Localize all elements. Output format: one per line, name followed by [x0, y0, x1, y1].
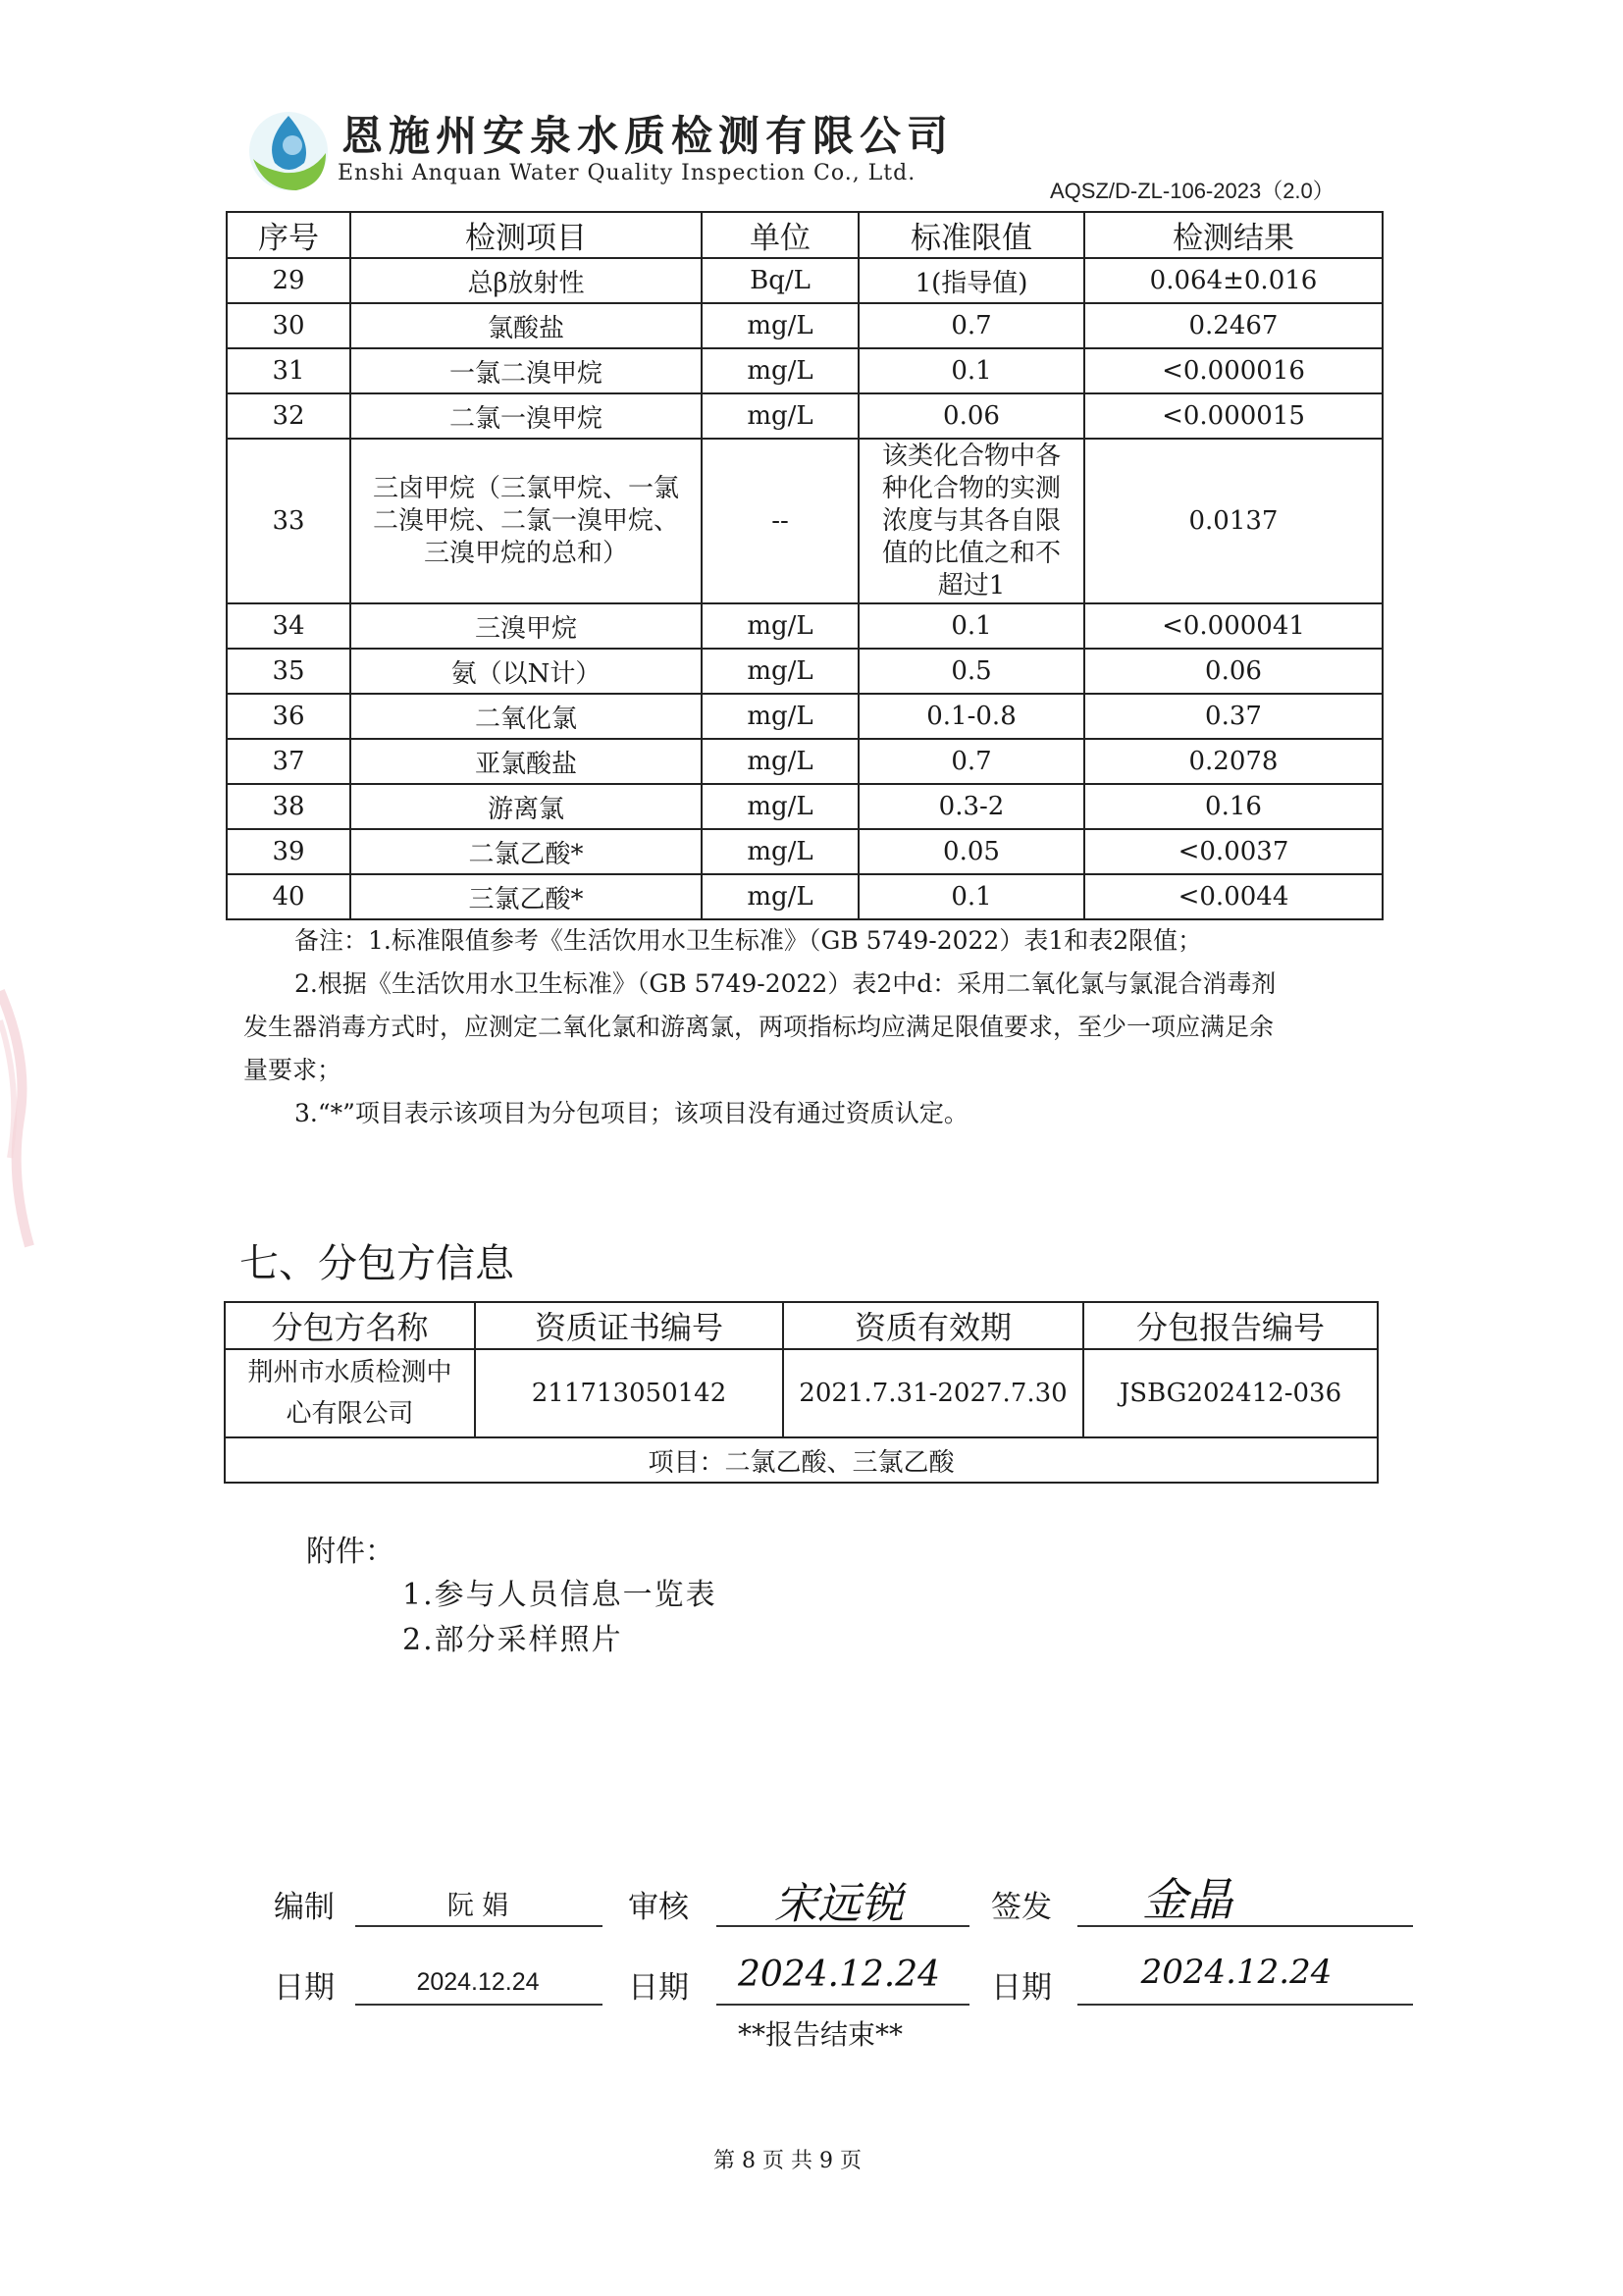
note-line-2: 2.根据《生活饮用水卫生标准》（GB 5749-2022）表2中d：采用二氧化氯与氯混合消毒剂 — [294, 969, 1277, 998]
note-line-5: 3.“*”项目表示该项目为分包项目；该项目没有通过资质认定。 — [294, 1099, 969, 1127]
row-unit: mg/L — [702, 739, 859, 784]
row-limit: 0.7 — [859, 303, 1084, 348]
row-unit: mg/L — [702, 784, 859, 829]
row-result: <0.000016 — [1084, 348, 1383, 393]
row-no: 30 — [227, 303, 350, 348]
row-no: 40 — [227, 874, 350, 919]
row-no: 29 — [227, 258, 350, 303]
row-result: <0.000041 — [1084, 603, 1383, 649]
prepared-date: 2024.12.24 — [416, 1968, 540, 1996]
review-date: 2024.12.24 — [737, 1955, 941, 1995]
row-item: 二氧化氯 — [350, 694, 702, 739]
attachments-title: 附件： — [306, 1535, 394, 1569]
row-item: 亚氯酸盐 — [350, 739, 702, 784]
prepared-label: 编制 — [274, 1890, 335, 1925]
header-no: 序号 — [227, 212, 350, 258]
review-signature: 宋远锐 — [774, 1879, 904, 1929]
row-no: 35 — [227, 649, 350, 694]
row-result: 0.37 — [1084, 694, 1383, 739]
header-report-no: 分包报告编号 — [1083, 1302, 1378, 1349]
row-limit: 1(指导值) — [859, 258, 1084, 303]
note-line-4: 量要求； — [243, 1056, 342, 1084]
prepared-date-line — [355, 2004, 602, 2006]
row-result: <0.0037 — [1084, 829, 1383, 874]
row-no: 31 — [227, 348, 350, 393]
row-unit: mg/L — [702, 829, 859, 874]
table-row — [227, 694, 1383, 739]
row-no: 32 — [227, 393, 350, 439]
sub-cert-no: 211713050142 — [475, 1349, 783, 1437]
table-row — [227, 739, 1383, 784]
row-item: 总β放射性 — [350, 258, 702, 303]
row-unit: mg/L — [702, 603, 859, 649]
row-limit: 0.1 — [859, 603, 1084, 649]
notes — [243, 919, 1391, 1135]
attachment-item: 1.参与人员信息一览表 — [402, 1578, 717, 1612]
row-limit: 0.5 — [859, 649, 1084, 694]
row-item: 一氯二溴甲烷 — [350, 348, 702, 393]
row-no: 38 — [227, 784, 350, 829]
row-unit: mg/L — [702, 874, 859, 919]
table-row — [227, 258, 1383, 303]
row-limit: 0.1 — [859, 348, 1084, 393]
table-row — [227, 439, 1383, 603]
company-name-cn: 恩施州安泉水质检测有限公司 — [341, 112, 955, 160]
row-unit: -- — [702, 439, 859, 603]
review-date-line — [716, 2004, 969, 2006]
issue-label: 签发 — [991, 1890, 1052, 1925]
row-limit: 0.1 — [859, 874, 1084, 919]
table-row — [227, 784, 1383, 829]
row-result: 0.2078 — [1084, 739, 1383, 784]
table-row — [225, 1437, 1378, 1483]
header-limit: 标准限值 — [859, 212, 1084, 258]
row-unit: Bq/L — [702, 258, 859, 303]
row-result: 0.0137 — [1084, 439, 1383, 603]
row-limit: 0.06 — [859, 393, 1084, 439]
page-number: 第 8 页 共 9 页 — [713, 2149, 862, 2173]
row-no: 37 — [227, 739, 350, 784]
row-no: 39 — [227, 829, 350, 874]
prepared-name-line — [355, 1925, 602, 1927]
company-logo-icon — [245, 108, 332, 194]
header-unit: 单位 — [702, 212, 859, 258]
row-item: 游离氯 — [350, 784, 702, 829]
row-no: 34 — [227, 603, 350, 649]
row-result: <0.0044 — [1084, 874, 1383, 919]
row-unit: mg/L — [702, 393, 859, 439]
header-validity: 资质有效期 — [783, 1302, 1083, 1349]
date-label: 日期 — [991, 1970, 1052, 2006]
stamp-fragment — [0, 981, 39, 1256]
row-limit: 该类化合物中各种化合物的实测浓度与其各自限值的比值之和不超过1 — [859, 439, 1084, 603]
row-no: 33 — [227, 439, 350, 603]
company-name-en: Enshi Anquan Water Quality Inspection Co., Ltd. — [338, 161, 916, 185]
issue-name-line — [1077, 1925, 1413, 1927]
attachment-item: 2.部分采样照片 — [402, 1623, 623, 1657]
header-sub-name: 分包方名称 — [225, 1302, 475, 1349]
date-label: 日期 — [628, 1970, 689, 2006]
row-unit: mg/L — [702, 694, 859, 739]
sub-name: 荆州市水质检测中心有限公司 — [225, 1349, 475, 1437]
header-result: 检测结果 — [1084, 212, 1383, 258]
row-result: 0.2467 — [1084, 303, 1383, 348]
date-label: 日期 — [274, 1970, 335, 2006]
row-limit: 0.1-0.8 — [859, 694, 1084, 739]
row-unit: mg/L — [702, 649, 859, 694]
row-item: 二氯乙酸* — [350, 829, 702, 874]
table-row — [227, 874, 1383, 919]
table-row — [227, 603, 1383, 649]
table-row — [225, 1349, 1378, 1437]
row-item: 三卤甲烷（三氯甲烷、一氯二溴甲烷、二氯一溴甲烷、三溴甲烷的总和） — [350, 439, 702, 603]
subcontractor-table — [224, 1301, 1379, 1484]
row-limit: 0.05 — [859, 829, 1084, 874]
row-item: 氯酸盐 — [350, 303, 702, 348]
table-row — [227, 393, 1383, 439]
row-result: 0.16 — [1084, 784, 1383, 829]
issue-signature: 金晶 — [1142, 1873, 1232, 1926]
row-unit: mg/L — [702, 303, 859, 348]
section-title: 七、分包方信息 — [239, 1241, 514, 1286]
issue-date: 2024.12.24 — [1140, 1953, 1333, 1992]
row-item: 三氯乙酸* — [350, 874, 702, 919]
table-row — [227, 649, 1383, 694]
row-item: 三溴甲烷 — [350, 603, 702, 649]
table-row — [227, 303, 1383, 348]
header-cert-no: 资质证书编号 — [475, 1302, 783, 1349]
note-line-1: 备注：1.标准限值参考《生活饮用水卫生标准》（GB 5749-2022）表1和表2限值； — [294, 926, 1203, 955]
issue-date-line — [1077, 2004, 1413, 2006]
row-result: 0.06 — [1084, 649, 1383, 694]
header-item: 检测项目 — [350, 212, 702, 258]
sub-items: 项目：二氯乙酸、三氯乙酸 — [225, 1437, 1378, 1483]
report-end-mark: **报告结束** — [738, 2018, 904, 2051]
row-item: 氨（以N计） — [350, 649, 702, 694]
row-unit: mg/L — [702, 348, 859, 393]
row-limit: 0.7 — [859, 739, 1084, 784]
row-result: 0.064±0.016 — [1084, 258, 1383, 303]
table-header-row — [227, 212, 1383, 258]
review-name-line — [716, 1925, 969, 1927]
row-no: 36 — [227, 694, 350, 739]
results-table — [226, 211, 1384, 920]
document-code: AQSZ/D-ZL-106-2023（2.0） — [1050, 179, 1335, 203]
table-row — [227, 829, 1383, 874]
table-row — [227, 348, 1383, 393]
sub-validity: 2021.7.31-2027.7.30 — [783, 1349, 1083, 1437]
row-result: <0.000015 — [1084, 393, 1383, 439]
prepared-name: 阮 娟 — [446, 1891, 509, 1921]
note-line-3: 发生器消毒方式时，应测定二氧化氯和游离氯，两项指标均应满足限值要求，至少一项应满足余 — [243, 1013, 1275, 1041]
row-item: 二氯一溴甲烷 — [350, 393, 702, 439]
row-limit: 0.3-2 — [859, 784, 1084, 829]
sub-report-no: JSBG202412-036 — [1083, 1349, 1378, 1437]
table-header-row — [225, 1302, 1378, 1349]
review-label: 审核 — [628, 1890, 689, 1925]
